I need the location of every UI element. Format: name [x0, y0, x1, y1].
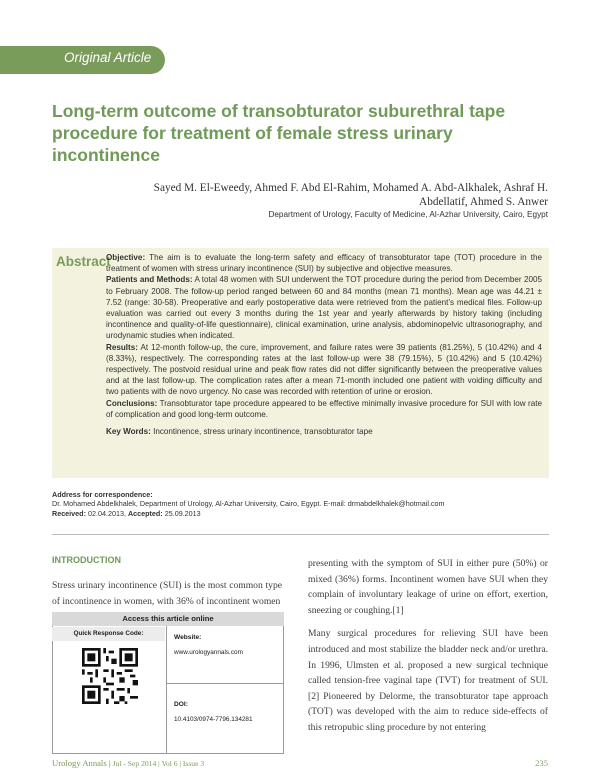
correspondence-text: Dr. Mohamed Abdelkhalek, Department of Urology, Al-Azhar University, Cairo, Egypt. E-mail: drmabdelkhalek@hotmail.com — [52, 499, 445, 509]
article-title: Long-term outcome of transobturator suburethral tape procedure for treatment of female stress urinary incontinence — [52, 101, 506, 165]
qr-label: Quick Response Code: — [52, 627, 165, 641]
accepted-head: Accepted: — [127, 508, 163, 518]
access-heading: Access this article online — [52, 612, 284, 626]
qr-code-icon[interactable] — [82, 648, 138, 704]
keywords-head: Key Words: — [106, 427, 151, 437]
abstract-label: Abstract — [56, 254, 111, 269]
keywords-text: Incontinence, stress urinary incontinence, transobturator tape — [153, 427, 373, 437]
results-head: Results: — [106, 342, 138, 352]
journal-issue: Jul - Sep 2014 | Vol 6 | Issue 3 — [112, 759, 205, 768]
doi-value[interactable]: 10.4103/0974-7796.134281 — [174, 716, 253, 723]
objective-head: Objective: — [106, 253, 146, 262]
access-divider-h — [167, 683, 284, 684]
website-link[interactable]: www.urologyannals.com — [174, 649, 243, 656]
correspondence-block — [52, 490, 549, 518]
intro-column-2 — [308, 556, 548, 744]
website-label: Website: — [174, 634, 202, 641]
objective-text: The aim is to evaluate the long-term safety and efficacy of transobturator tape (TOT) procedure in the treatment of women with stress urinary incontinence (SUI) by subjective and objective measures. — [106, 253, 542, 274]
received-head: Received: — [52, 508, 86, 518]
intro-paragraph-2: Many surgical procedures for relieving SUI have been introduced and most stabilize the bladder neck and/or urethra. In 1996, Ulmsten et al. proposed a new surgical technique called tension-free vaginal tape (TVT) for treatment of SUI.[2] Pioneered by Delorme, the transobturator tape approach (TOT) was developed with the aim to reduce side-effects of this retropubic sling procedure by not entering — [308, 628, 548, 733]
methods-text: A total 48 women with SUI underwent the TOT procedure during the period from December 2005 to February 2008. The follow-up period ranged between 60 and 84 months (mean 71 months). Mean age was 44.21 ± 7.52 (range: 30-58). Preoperative and early postoperative data were retrieved from the patient’s medical files. Follow-up evaluation was carried out every 3 months during the 1st year and yearly afterwards by history taking (including incontinence and quality-of-life questionnaire), clinical examination, urine analysis, abdominopelvic ultrasonography, and urodynamic studies when indicated. — [106, 275, 542, 341]
page-number: 235 — [535, 758, 548, 768]
conclusions-head: Conclusions: — [106, 398, 158, 408]
doi-label: DOI: — [174, 701, 188, 708]
abstract-body — [106, 252, 542, 437]
intro-paragraph-1: presenting with the symptom of SUI in either pure (50%) or mixed (36%) forms. Incontinent women have SUI when they complain of involuntary leakage of urine on effort, exertion, sneezing or coughing.[1] — [308, 558, 548, 616]
divider — [52, 534, 549, 535]
footer-journal: Urology Annals | Jul - Sep 2014 | Vol 6 | Issue 3 — [52, 758, 205, 768]
accepted-date: 25.09.2013 — [164, 508, 201, 518]
received-date: 02.04.2013, — [87, 508, 126, 518]
methods-head: Patients and Methods: — [106, 275, 193, 285]
introduction-heading: INTRODUCTION — [52, 555, 121, 565]
results-text: At 12-month follow-up, the cure, improvement, and failure rates were 39 patients (81.25%), 5 (10.42%) and 4 (8.33%), respectively. The corresponding rates at the last follow-up were 38 (79.15%), 5 (10.42%) and 5 (10.42%) respectively. The postvoid residual urine and peak flow rates did not differ significantly between the preoperative values and at the last follow-up. The complication rates after a mean 71-month included one patient with voiding difficulty and two patients with de novo urgency. No case was recorded with retention of urine or erosion. — [106, 342, 542, 397]
intro-column-1: Stress urinary incontinence (SUI) is the most common type of incontinence in women, with 36% of incontinent women — [52, 580, 282, 607]
affiliation: Department of Urology, Faculty of Medicine, Al-Azhar University, Cairo, Egypt — [268, 210, 548, 219]
correspondence-head: Address for correspondence: — [52, 490, 153, 499]
conclusions-text: Transobturator tape procedure appeared to be effective minimally invasive procedure for SUI with low rate of complication and good long-term outcome. — [106, 398, 542, 419]
article-type-label: Original Article — [64, 50, 152, 65]
journal-name: Urology Annals — [52, 758, 107, 768]
access-divider-v — [166, 626, 167, 753]
author-list: Sayed M. El-Eweedy, Ahmed F. Abd El-Rahim, Mohamed A. Abd-Alkhalek, Ashraf H. Abdellatif, Ahmed S. Anwer — [153, 182, 548, 208]
